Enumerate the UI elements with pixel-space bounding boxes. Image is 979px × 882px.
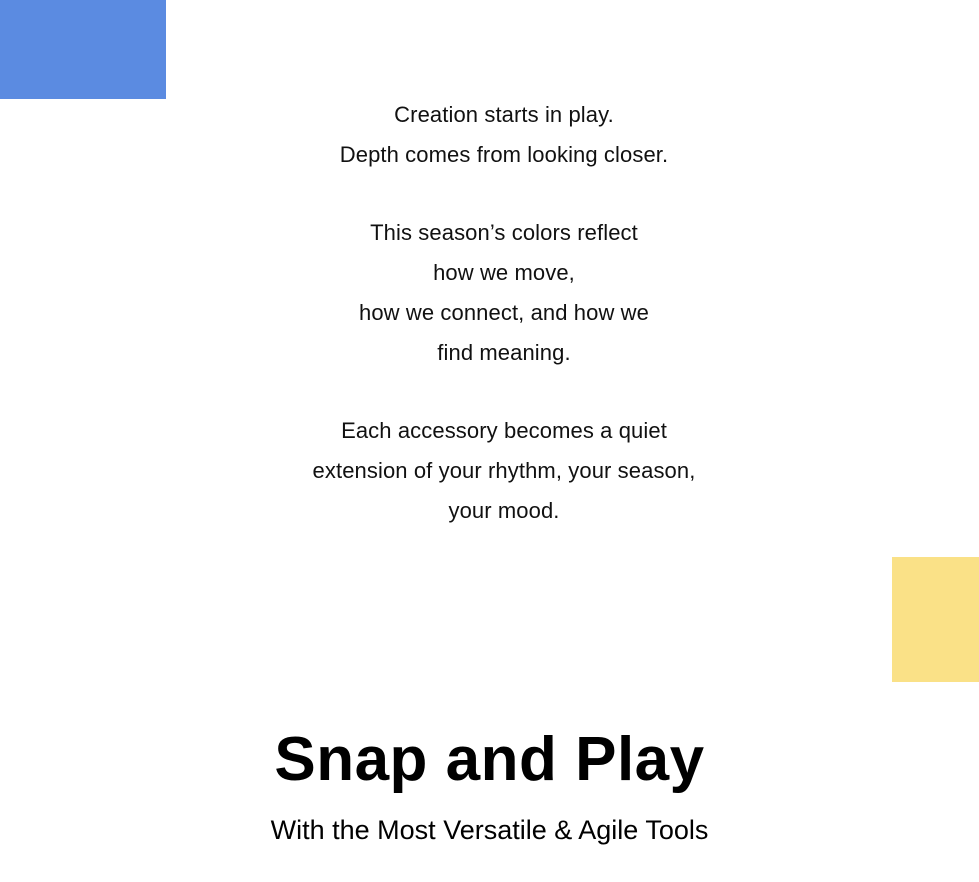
intro-paragraph-accessory bbox=[0, 411, 979, 531]
decorative-yellow-block bbox=[892, 557, 979, 682]
intro-line: This season’s colors reflect bbox=[370, 220, 638, 245]
intro-line: your mood. bbox=[448, 498, 560, 523]
intro-line: Depth comes from looking closer. bbox=[339, 142, 669, 167]
decorative-blue-block bbox=[0, 0, 166, 99]
intro-text-section bbox=[0, 95, 979, 531]
intro-paragraph-creation bbox=[0, 95, 979, 175]
intro-line: how we connect, and how we bbox=[359, 300, 649, 325]
hero-subtitle: With the Most Versatile & Agile Tools bbox=[270, 815, 709, 845]
intro-paragraph-colors bbox=[0, 213, 979, 373]
intro-line: Creation starts in play. bbox=[394, 102, 614, 127]
intro-line: Each accessory becomes a quiet bbox=[341, 418, 667, 443]
intro-line: how we move, bbox=[433, 260, 575, 285]
intro-line: extension of your rhythm, your season, bbox=[312, 458, 696, 483]
intro-line: find meaning. bbox=[437, 340, 571, 365]
hero-title: Snap and Play bbox=[274, 725, 705, 794]
